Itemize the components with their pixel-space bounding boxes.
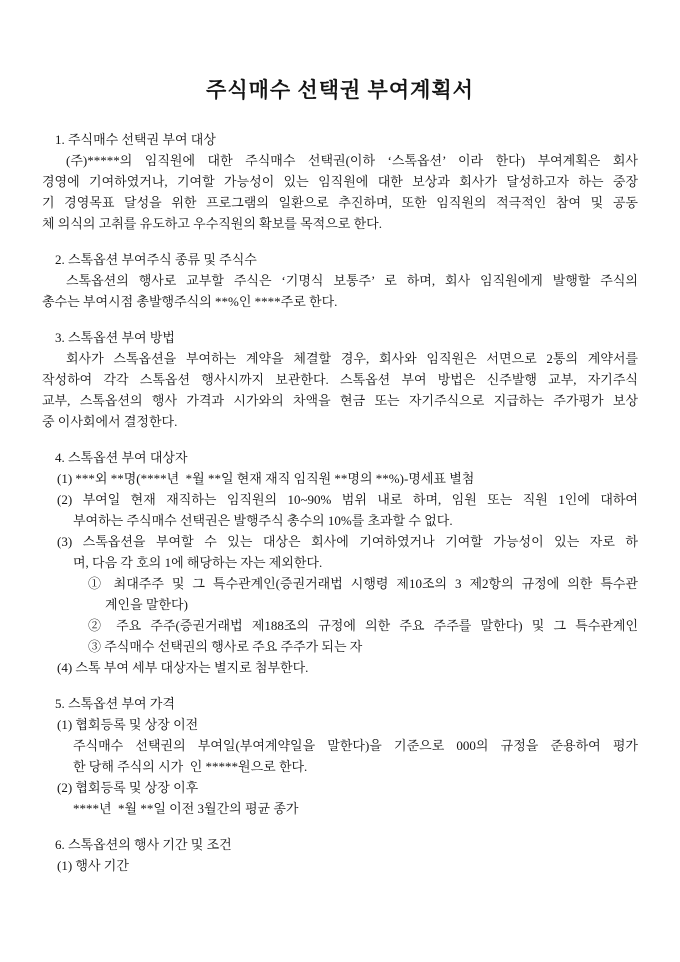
document-line: 중 이사회에서 결정한다. xyxy=(42,414,178,429)
document-line: 부여하는 주식매수 선택권은 발행주식 총수의 10%를 초과할 수 없다. xyxy=(73,513,453,528)
document-line: (1) ***외 **명(****년 *월 **일 현재 재직 임직원 **명의 **%)-명세표 별첨 xyxy=(57,471,475,486)
document-line: ① 최대주주 및 그 특수관계인(증권거래법 시행령 제10조의 3 제2항의 규정에 의한 특수관 xyxy=(88,576,638,591)
document-line: ③ 주식매수 선택권의 행사로 주요 주주가 되는 자 xyxy=(88,639,363,654)
document-title: 주식매수 선택권 부여계획서 xyxy=(206,78,474,102)
section-4 xyxy=(42,447,638,678)
section-heading: 5. 스톡옵션 부여 가격 xyxy=(55,696,175,711)
document-line: (4) 스톡 부여 세부 대상자는 별지로 첨부한다. xyxy=(57,660,309,675)
document-line: 기 경영목표 달성을 위한 프로그램의 일환으로 추진하며, 또한 임직원의 적극적인 참여 및 공동 xyxy=(42,195,638,210)
section-5 xyxy=(42,693,638,819)
section-1 xyxy=(42,129,638,234)
section-6 xyxy=(42,834,638,876)
section-3 xyxy=(42,327,638,432)
document-line: (1) 협회등록 및 상장 이전 xyxy=(57,717,199,732)
document-line: 교부, 스톡옵션의 행사 가격과 시가와의 차액을 현금 또는 자기주식으로 지급하는 주가평가 보상 xyxy=(42,393,638,408)
document-line: ****년 *월 **일 이전 3월간의 평균 종가 xyxy=(73,801,299,816)
document-line: (주)*****의 임직원에 대한 주식매수 선택권(이하 ‘스톡옵션’ 이라 한다) 부여계획은 회사 xyxy=(66,153,638,168)
document-line: 작성하여 각각 스톡옵션 행사시까지 보관한다. 스톡옵션 부여 방법은 신주발행 교부, 자기주식 xyxy=(42,372,638,387)
document-line: 스톡옵션의 행사로 교부할 주식은 ‘기명식 보통주’ 로 하며, 회사 임직원에게 발행할 주식의 xyxy=(66,273,638,288)
document-line: (2) 부여일 현재 재직하는 임직원의 10~90% 범위 내로 하며, 임원 또는 직원 1인에 대하여 xyxy=(57,492,638,507)
section-heading: 3. 스톡옵션 부여 방법 xyxy=(55,330,175,345)
document-line: 회사가 스톡옵션을 부여하는 계약을 체결할 경우, 회사와 임직원은 서면으로 2통의 계약서를 xyxy=(66,351,638,366)
section-heading: 4. 스톡옵션 부여 대상자 xyxy=(55,450,188,465)
document-line: (3) 스톡옵션을 부여할 수 있는 대상은 회사에 기여하였거나 기여할 가능성이 있는 자로 하 xyxy=(57,534,638,549)
document-line: 계인을 말한다) xyxy=(105,597,188,612)
section-2 xyxy=(42,249,638,312)
document-line: (2) 협회등록 및 상장 이후 xyxy=(57,780,199,795)
section-heading: 2. 스톡옵션 부여주식 종류 및 주식수 xyxy=(55,252,257,267)
document-line: 한 당해 주식의 시가 인 *****원으로 한다. xyxy=(73,759,308,774)
section-heading: 6. 스톡옵션의 행사 기간 및 조건 xyxy=(55,837,232,852)
document-line: 경영에 기여하였거나, 기여할 가능성이 있는 임직원에 대한 보상과 회사가 달성하고자 하는 중장 xyxy=(42,174,638,189)
document-line: 총수는 부여시점 총발행주식의 **%인 ****주로 한다. xyxy=(42,294,338,309)
document-line: (1) 행사 기간 xyxy=(57,858,129,873)
document-line: 주식매수 선택권의 부여일(부여계약일을 말한다)을 기준으로 000의 규정을 준용하여 평가 xyxy=(73,738,638,753)
document-line: ② 주요 주주(증권거래법 제188조의 규정에 의한 주요 주주를 말한다) 및 그 특수관계인 xyxy=(88,618,638,633)
document-line: 체 의식의 고취를 유도하고 우수직원의 확보를 목적으로 한다. xyxy=(42,216,382,231)
document-line: 며, 다음 각 호의 1에 해당하는 자는 제외한다. xyxy=(73,555,323,570)
section-heading: 1. 주식매수 선택권 부여 대상 xyxy=(55,132,216,147)
